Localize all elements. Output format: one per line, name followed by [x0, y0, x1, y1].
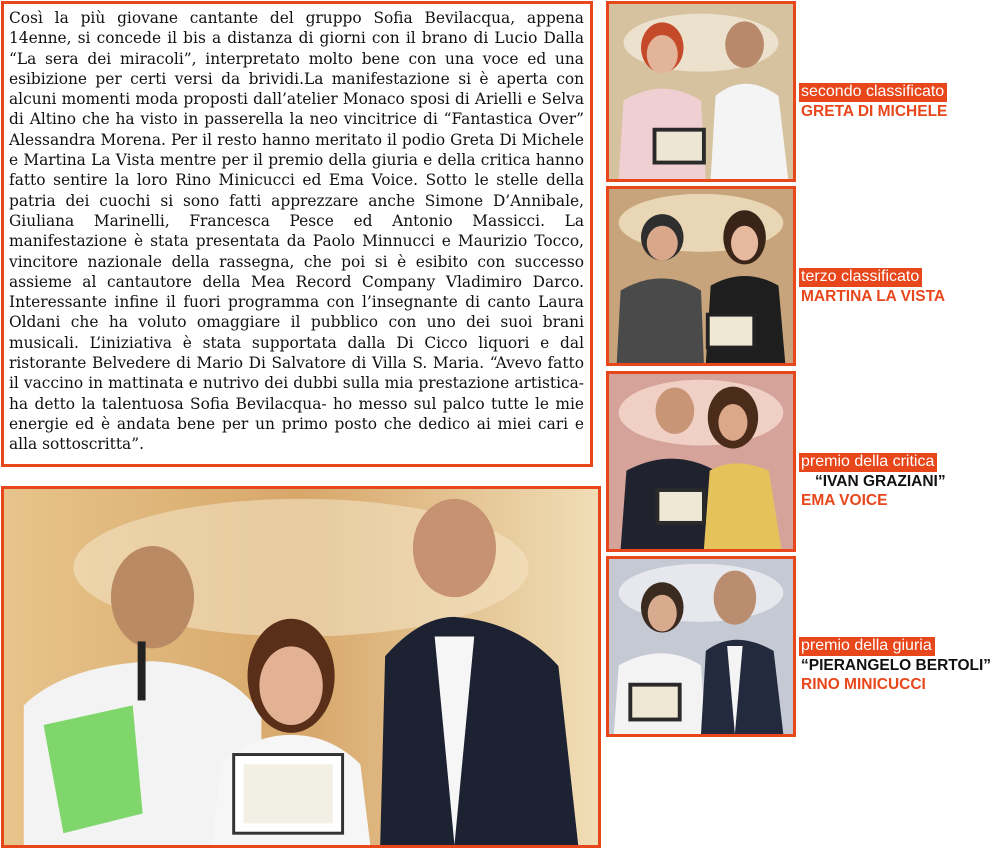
main-award-photo [1, 486, 601, 848]
third-place-photo [606, 186, 796, 366]
jury-prize-photo [606, 556, 796, 737]
caption-winner-name: GRETA DI MICHELE [801, 103, 948, 120]
caption-third-place [799, 268, 945, 307]
caption-tag: secondo classificato [799, 83, 947, 102]
caption-tag: premio della giuria [799, 637, 935, 656]
second-place-photo [606, 1, 796, 182]
article-box [1, 1, 593, 467]
article-text: Così la più giovane cantante del gruppo Sofia Bevilacqua, appena 14enne, si concede il bis a distanza di giorni con il brano di Lucio Dalla “La sera dei miracoli”, interpretato molto bene con una voce ed una esibizione per certi versi da brividi.La manifestazione si è aperta con alcuni momenti moda proposti dall’atelier Monaco sposi di Arielli e Selva di Altino che ha visto in passerella la neo vincitrice di “Fantastica Over” Alessandra Morena. Per il resto hanno meritato il podio Greta Di Michele e Martina La Vista mentre per il premio della giuria e della critica hanno fatto sentire la loro Rino Minicucci ed Ema Voice. Sotto le stelle della patria dei cuochi si sono fatti apprezzare anche Simone D’Annibale, Giuliana Marinelli, Francesca Pesce ed Antonio Massicci. La manifestazione è stata presentata da Paolo Minnucci e Maurizio Tocco, vincitore nazionale della rassegna, che poi si è esibito con successo assieme al cantautore della Mea Record Company Vladimiro Darco. Interessante infine il fuori programma con l’insegnante di canto Laura Oldani che ha voluto omaggiare il pubblico con uno dei suoi brani musicali. L’iniziativa è stata supportata dalla Di Cicco liquori e dal ristorante Belvedere di Mario Di Salvatore di Villa S. Maria. “Avevo fatto il vaccino in mattinata e nutrivo dei dubbi sulla mia prestazione artistica-ha detto la talentuosa Sofia Bevilacqua- ho messo sul palco tutte le mie energie ed è andata bene per un primo posto che dedico ai miei cari e alla sottoscritta”. [9, 9, 584, 454]
caption-critics-prize [799, 453, 946, 511]
caption-winner-name: RINO MINICUCCI [801, 676, 926, 693]
caption-jury-prize [799, 637, 991, 695]
critics-prize-photo [606, 371, 796, 552]
caption-winner-name: EMA VOICE [801, 492, 888, 509]
caption-tag: premio della critica [799, 453, 937, 472]
caption-prize-title: “PIERANGELO BERTOLI” [801, 657, 992, 674]
caption-prize-title: “IVAN GRAZIANI” [815, 473, 946, 490]
caption-tag: terzo classificato [799, 268, 922, 287]
caption-winner-name: MARTINA LA VISTA [801, 288, 946, 305]
caption-second-place [799, 83, 947, 122]
